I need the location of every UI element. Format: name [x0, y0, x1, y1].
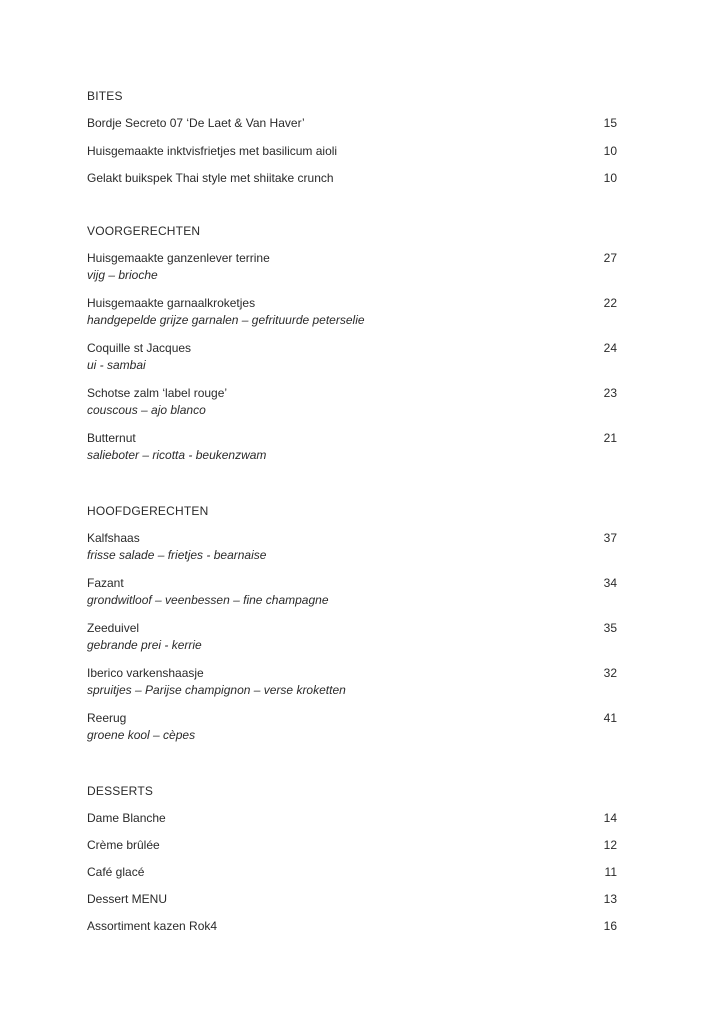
item-description: couscous – ajo blanco	[87, 403, 206, 417]
item-description: vijg – brioche	[87, 268, 158, 282]
section-title: BITES	[87, 89, 123, 103]
menu-item	[87, 918, 617, 935]
item-name: Kalfshaas	[87, 531, 140, 545]
item-name: Huisgemaakte garnaalkroketjes	[87, 296, 256, 310]
item-name: Bordje Secreto 07 ‘De Laet & Van Haver’	[87, 116, 305, 130]
item-name: Gelakt buikspek Thai style met shiitake crunch	[87, 171, 334, 185]
menu-item	[87, 170, 617, 187]
item-name: Café glacé	[87, 865, 145, 879]
item-description: ui - sambai	[87, 358, 146, 372]
menu-item	[87, 143, 617, 160]
item-name: Huisgemaakte ganzenlever terrine	[87, 251, 270, 265]
section-hoofdgerechten	[87, 503, 617, 742]
item-price: 27	[603, 251, 617, 265]
menu-item	[87, 665, 617, 699]
item-price: 10	[603, 171, 617, 185]
item-name: Dessert MENU	[87, 892, 168, 906]
item-price: 15	[603, 116, 617, 130]
item-price: 37	[603, 531, 617, 545]
item-name: Dame Blanche	[87, 811, 166, 825]
item-description: groene kool – cèpes	[87, 728, 196, 742]
item-price: 10	[603, 144, 617, 158]
item-name: Assortiment kazen Rok4	[87, 919, 218, 933]
item-price: 14	[603, 811, 617, 825]
item-description: frisse salade – frietjes - bearnaise	[87, 548, 267, 562]
menu-item	[87, 864, 617, 881]
item-description: spruitjes – Parijse champignon – verse kroketten	[87, 683, 346, 697]
item-description: salieboter – ricotta - beukenzwam	[87, 448, 267, 462]
menu-item	[87, 710, 617, 744]
item-price: 34	[603, 576, 617, 590]
section-title: HOOFDGERECHTEN	[87, 504, 209, 518]
item-price: 13	[603, 892, 617, 906]
item-name: Zeeduivel	[87, 621, 140, 635]
menu-item	[87, 250, 617, 284]
item-price: 23	[603, 386, 617, 400]
section-desserts	[87, 783, 617, 933]
item-description: handgepelde grijze garnalen – gefrituurde peterselie	[87, 313, 365, 327]
menu-item	[87, 810, 617, 827]
menu-item	[87, 295, 617, 329]
item-name: Crème brûlée	[87, 838, 160, 852]
item-price: 16	[603, 919, 617, 933]
menu-item	[87, 385, 617, 419]
item-price: 11	[604, 865, 617, 879]
menu-item	[87, 891, 617, 908]
item-name: Coquille st Jacques	[87, 341, 192, 355]
section-voorgerechten	[87, 223, 617, 462]
item-name: Butternut	[87, 431, 136, 445]
item-name: Huisgemaakte inktvisfrietjes met basilicum aioli	[87, 144, 338, 158]
item-name: Iberico varkenshaasje	[87, 666, 204, 680]
menu-item	[87, 340, 617, 374]
item-description: grondwitloof – veenbessen – fine champagne	[87, 593, 329, 607]
item-name: Reerug	[87, 711, 127, 725]
item-description: gebrande prei - kerrie	[87, 638, 202, 652]
item-price: 12	[603, 838, 617, 852]
item-price: 22	[603, 296, 617, 310]
menu-item	[87, 575, 617, 609]
item-price: 41	[603, 711, 617, 725]
menu-item	[87, 837, 617, 854]
section-title: VOORGERECHTEN	[87, 224, 201, 238]
menu-item	[87, 620, 617, 654]
item-name: Schotse zalm ‘label rouge’	[87, 386, 228, 400]
section-bites	[87, 88, 617, 185]
item-price: 24	[603, 341, 617, 355]
item-name: Fazant	[87, 576, 124, 590]
menu-item	[87, 430, 617, 464]
item-price: 32	[603, 666, 617, 680]
item-price: 35	[603, 621, 617, 635]
item-price: 21	[603, 431, 617, 445]
menu-item	[87, 115, 617, 132]
section-title: DESSERTS	[87, 784, 154, 798]
menu-item	[87, 530, 617, 564]
